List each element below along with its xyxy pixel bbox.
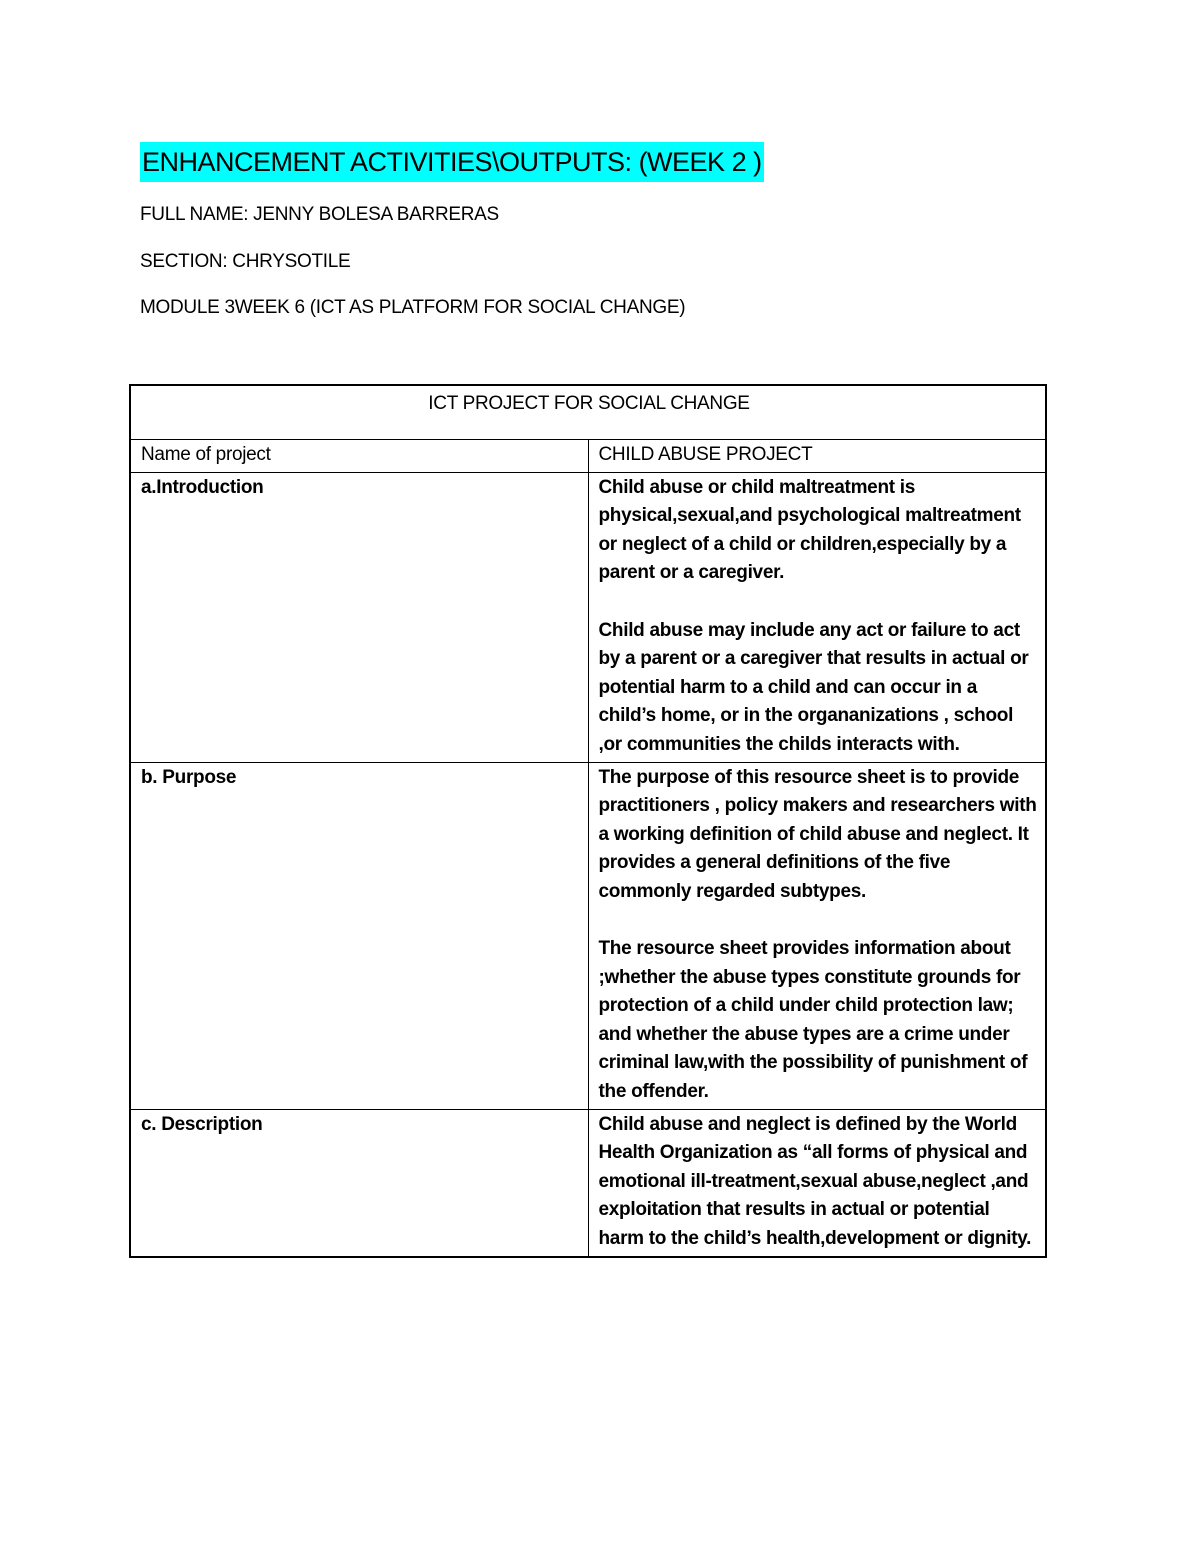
full-name-line: FULL NAME: JENNY BOLESA BARRERAS <box>140 204 499 225</box>
project-table <box>129 384 1047 1258</box>
introduction-content <box>588 472 1046 762</box>
description-row <box>130 1109 1046 1256</box>
introduction-label: a.Introduction <box>130 472 588 762</box>
section-line: SECTION: CHRYSOTILE <box>140 251 351 272</box>
heading-block <box>140 142 764 182</box>
introduction-paragraph-2: Child abuse may include any act or failure to act by a parent or a caregiver that results in actual or potential harm to a child and can occur in a child’s home, or in the organanizations , school ,or communities the childs interacts with. <box>598 619 1029 755</box>
introduction-row <box>130 472 1046 762</box>
purpose-label: b. Purpose <box>130 762 588 1109</box>
project-name-value: CHILD ABUSE PROJECT <box>588 440 1046 473</box>
purpose-paragraph-2: The resource sheet provides information about ;whether the abuse types constitute grounds for protection of a child under child protection law; and whether the abuse types are a crime under criminal law,with the possibility of punishment of the offender. <box>598 938 1028 1103</box>
page-heading: ENHANCEMENT ACTIVITIES\OUTPUTS: (WEEK 2 ) <box>140 142 764 182</box>
purpose-content <box>588 762 1046 1109</box>
table-title: ICT PROJECT FOR SOCIAL CHANGE <box>130 385 1046 440</box>
description-content <box>588 1109 1046 1256</box>
purpose-paragraph-1: The purpose of this resource sheet is to provide practitioners , policy makers and researchers with a working definition of child abuse and neglect. It provides a general definitions of the five commonly regarded subtypes. <box>598 766 1037 902</box>
description-label: c. Description <box>130 1109 588 1256</box>
purpose-row <box>130 762 1046 1109</box>
table-title-row <box>130 385 1046 440</box>
description-paragraph-1: Child abuse and neglect is defined by the World Health Organization as “all forms of physical and emotional ill-treatment,sexual abuse,neglect ,and exploitation that results in actual or potential harm to the child’s health,development or dignity. <box>598 1113 1032 1250</box>
module-line: MODULE 3WEEK 6 (ICT AS PLATFORM FOR SOCIAL CHANGE) <box>140 297 686 318</box>
project-name-row <box>130 440 1046 473</box>
introduction-paragraph-1: Child abuse or child maltreatment is physical,sexual,and psychological maltreatment or neglect of a child or children,especially by a parent or a caregiver. <box>598 476 1021 584</box>
project-name-label: Name of project <box>130 440 588 473</box>
